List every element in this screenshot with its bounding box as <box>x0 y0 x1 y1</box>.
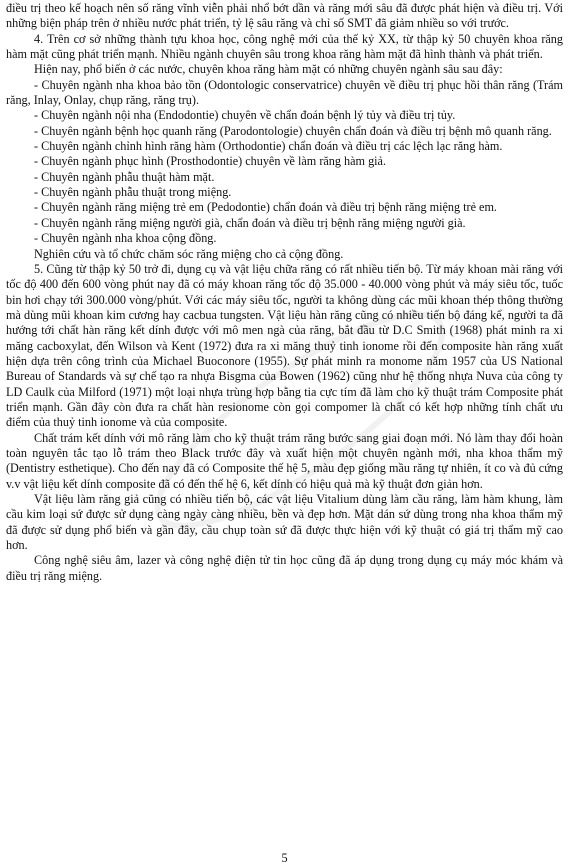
list-item-maxillofacial-surgery: - Chuyên ngành phẫu thuật hàm mặt. <box>34 169 215 184</box>
paragraph-point-4: 4. Trên cơ sở những thành tựu khoa học, công nghệ mới của thế kỷ XX, từ thập kỷ 50 chuyên khoa răng hàm mặt cũng phát triển mạnh. Nhiều ngành chuyên sâu trong khoa răng hàm mặt đã hình thành và phát triển. <box>6 31 563 62</box>
body-text <box>6 1 563 584</box>
list-item-periodontology: - Chuyên ngành bệnh học quanh răng (Parodontologie) chuyên chẩn đoán và điều trị bệnh mô quanh răng. <box>34 123 552 138</box>
list-item-pedodontics: - Chuyên ngành răng miệng trẻ em (Pedodontie) chẩn đoán và điều trị bệnh răng miệng trẻ em. <box>34 200 497 215</box>
paragraph-intro-specialties: Hiện nay, phổ biến ở các nước, chuyên khoa răng hàm mặt có những chuyên ngành sâu sau đây: <box>34 62 503 77</box>
paragraph-community-care: Nghiên cứu và tổ chức chăm sóc răng miệng cho cả cộng đồng. <box>34 246 344 261</box>
list-item-geriatric-dentistry: - Chuyên ngành răng miệng người già, chẩn đoán và điều trị bệnh răng miệng người già. <box>34 215 466 230</box>
paragraph-point-5: 5. Cũng từ thập kỷ 50 trở đi, dụng cụ và vật liệu chữa răng có rất nhiều tiến bộ. Từ máy khoan mài răng với tốc độ 400 đến 600 vòng phút nay đã có máy khoan răng tốc độ 35.000 - 40.000 vòng phút và máy siêu tốc, tuốc bin hơi chạy tới 300.000 vòng/phút. Với các máy siêu tốc, người ta không dùng các mũi khoan thép thông thường mà dùng mũi khoan kim cương hay cacbua tungsten. Vật liệu hàn răng cũng có nhiều tiến bộ đáng kể, người ta đã hướng tới chất hàn răng kết dính được với mô men ngà của răng, bắt đầu từ D.C Smith (1968) phát minh ra xi măng cacboxylat, đến Wilson và Kent (1972) đưa ra xi măng thuỷ tinh ionome rồi đến composite hàn răng xuất hiện dựa trên công trình của Michael Buoconore (1955). Sự phát minh ra monome năm 1957 của US National Bureau of Standards và sự chế tạo ra nhựa Bisgma của Bowen (1962) cũng như hệ thống nhựa Nuva của công ty LD Caulk của Milford (1971) một loại nhựa trùng hợp bằng tia cực tím đã làm cho kỹ thuật trám Composite phát triển mạnh. Gần đây còn đưa ra chất hàn resionome còn gọi compomer là chất có kết hợp những tính chất ưu điểm của thuỷ tinh ionome và của composite. <box>6 261 563 430</box>
list-item-endodontics: - Chuyên ngành nội nha (Endodontie) chuyên về chẩn đoán bệnh lý tủy và điều trị tủy. <box>34 108 456 123</box>
paragraph-prosthetic-materials: Vật liệu làm răng giả cũng có nhiều tiến bộ, các vật liệu Vitalium dùng làm cầu răng, làm hàm khung, làm cầu kim loại sứ được sử dụng càng ngày càng nhiều, bền và đẹp hơn. Mặt dán sứ dùng trong nha khoa thẩm mỹ đã được sử dụng phổ biến và gần đây, cầu chụp toàn sứ đã được thực hiện với kỹ thuật có giá trị thẩm mỹ cao hơn. <box>6 492 563 553</box>
paragraph-continuation: điều trị theo kế hoạch nên số răng vĩnh viễn phải nhổ bớt dần và răng mới sâu đã được phát hiện và điều trị. Với những biện pháp trên ở nhiều nước phát triển, tỷ lệ sâu răng và chỉ số SMT đã giảm nhiều so với trước. <box>6 1 563 31</box>
list-item-community-dentistry: - Chuyên ngành nha khoa cộng đồng. <box>34 231 217 246</box>
paragraph-adhesive-materials: Chất trám kết dính với mô răng làm cho kỹ thuật trám răng bước sang giai đoạn mới. Nó làm thay đổi hoàn toàn nguyên tắc tạo lỗ trám theo Black trước đây và xuất hiện một chuyên ngành mới, nha khoa thẩm mỹ (Dentistry esthetique). Cho đến nay đã có Composite thế hệ 5, màu đẹp giống mầu răng tự nhiên, ít co và đủ cứng v.v vật liệu kết dính composite đã có đến thế hệ 6, kết dính có hiệu quả mà kỹ thuật đơn giản hơn. <box>6 430 563 491</box>
list-item-conservative-dentistry: - Chuyên ngành nha khoa bảo tồn (Odontologic conservatrice) chuyên về điều trị phục hồi thân răng (Trám răng, Inlay, Onlay, chụp răng, răng trụ). <box>6 77 563 108</box>
list-item-orthodontics: - Chuyên ngành chỉnh hình răng hàm (Orthodontie) chẩn đoán và điều trị các lệch lạc răng hàm. <box>34 139 503 154</box>
list-item-oral-surgery: - Chuyên ngành phẫu thuật trong miệng. <box>34 185 232 200</box>
paragraph-technology: Công nghệ siêu âm, lazer và công nghệ điện tử tin học cũng đã áp dụng trong dụng cụ máy móc khám và điều trị răng miệng. <box>6 553 563 583</box>
list-item-prosthodontics: - Chuyên ngành phục hình (Prosthodontie) chuyên về làm răng hàm giả. <box>34 154 387 169</box>
page-number: 5 <box>281 851 288 865</box>
